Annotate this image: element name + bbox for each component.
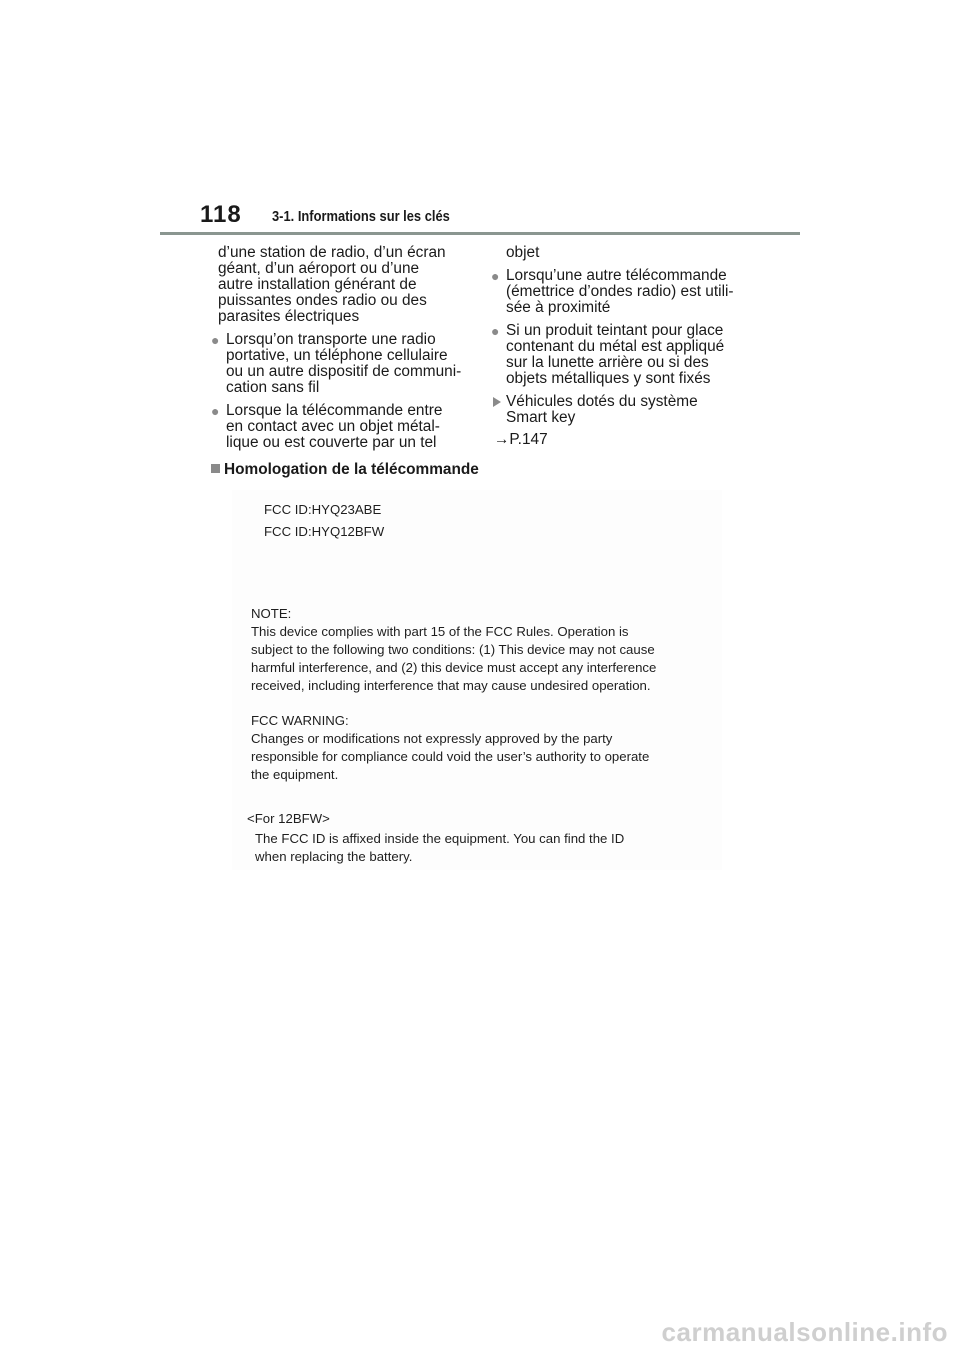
list-item (211, 331, 462, 396)
text-line: Lorsqu’une autre télécommande (506, 267, 727, 284)
list-item (211, 402, 443, 451)
fcc-id: FCC ID:HYQ12BFW (264, 524, 385, 539)
condition-item (506, 394, 698, 426)
text-line: objet (506, 244, 540, 261)
watermark: carmanualsonline.info (661, 1317, 948, 1347)
list-item (491, 267, 734, 316)
text-line: géant, d’un aéroport ou d’une (218, 260, 420, 277)
section-heading (211, 462, 479, 478)
warning-line: FCC WARNING: (251, 713, 349, 728)
fcc-location-block (255, 830, 624, 866)
text-line: Lorsqu’on transporte une radio (226, 331, 436, 348)
fcc-note-block (251, 605, 656, 695)
text-line: contenant du métal est appliqué (506, 338, 725, 355)
right-continuation-text (506, 245, 539, 261)
note-line: NOTE: (251, 606, 292, 621)
text-line: (émettrice d’ondes radio) est utili- (506, 283, 734, 300)
bullet-icon: ● (491, 323, 500, 339)
page-reference: →P.147 (494, 431, 548, 448)
section-title: 3-1. Informations sur les clés (272, 208, 450, 225)
text-line: cation sans fil (226, 379, 320, 396)
text-line: lique ou est couverte par un tel (226, 434, 437, 451)
text-line: parasites électriques (218, 308, 360, 325)
triangle-bullet-icon (493, 397, 501, 407)
text-line: Véhicules dotés du système (506, 393, 698, 410)
square-bullet-icon (211, 464, 220, 473)
bullet-icon: ● (211, 332, 220, 348)
text-line: Lorsque la télécommande entre (226, 402, 443, 419)
text-line: ou un autre dispositif de communi- (226, 363, 462, 380)
text-line: sur la lunette arrière ou si des (506, 354, 709, 371)
text-line: autre installation générant de (218, 276, 417, 293)
heading-text: Homologation de la télécommande (224, 461, 479, 478)
text-line: en contact avec un objet métal- (226, 418, 440, 435)
header-divider (160, 232, 800, 235)
bullet-icon: ● (211, 403, 220, 419)
warning-line: the equipment. (251, 767, 339, 782)
left-continuation-text (218, 245, 446, 325)
warning-line: Changes or modifications not expressly approved by the party (251, 731, 613, 746)
note-line: This device complies with part 15 of the FCC Rules. Operation is (251, 624, 629, 639)
text-line: d’une station de radio, d’un écran (218, 244, 446, 261)
warning-line: responsible for compliance could void the user’s authority to operate (251, 749, 650, 764)
text-line: objets métalliques y sont fixés (506, 370, 711, 387)
fcc-warning-block (251, 712, 649, 784)
bullet-icon: ● (491, 268, 500, 284)
for-tag: <For 12BFW> (247, 811, 330, 826)
text-line: Smart key (506, 409, 576, 426)
note-line: received, including interference that may cause undesired operation. (251, 678, 651, 693)
page-number: 118 (200, 201, 242, 228)
text-line: puissantes ondes radio ou des (218, 292, 427, 309)
location-line: The FCC ID is affixed inside the equipment. You can find the ID (255, 831, 625, 846)
text-line: Si un produit teintant pour glace (506, 322, 724, 339)
list-item (491, 322, 725, 387)
fcc-id-block (264, 501, 384, 541)
text-line: sée à proximité (506, 299, 611, 316)
note-line: subject to the following two conditions: (1) This device may not cause (251, 642, 655, 657)
location-line: when replacing the battery. (255, 849, 413, 864)
note-line: harmful interference, and (2) this device must accept any interference (251, 660, 657, 675)
fcc-id: FCC ID:HYQ23ABE (264, 502, 382, 517)
text-line: portative, un téléphone cellulaire (226, 347, 448, 364)
